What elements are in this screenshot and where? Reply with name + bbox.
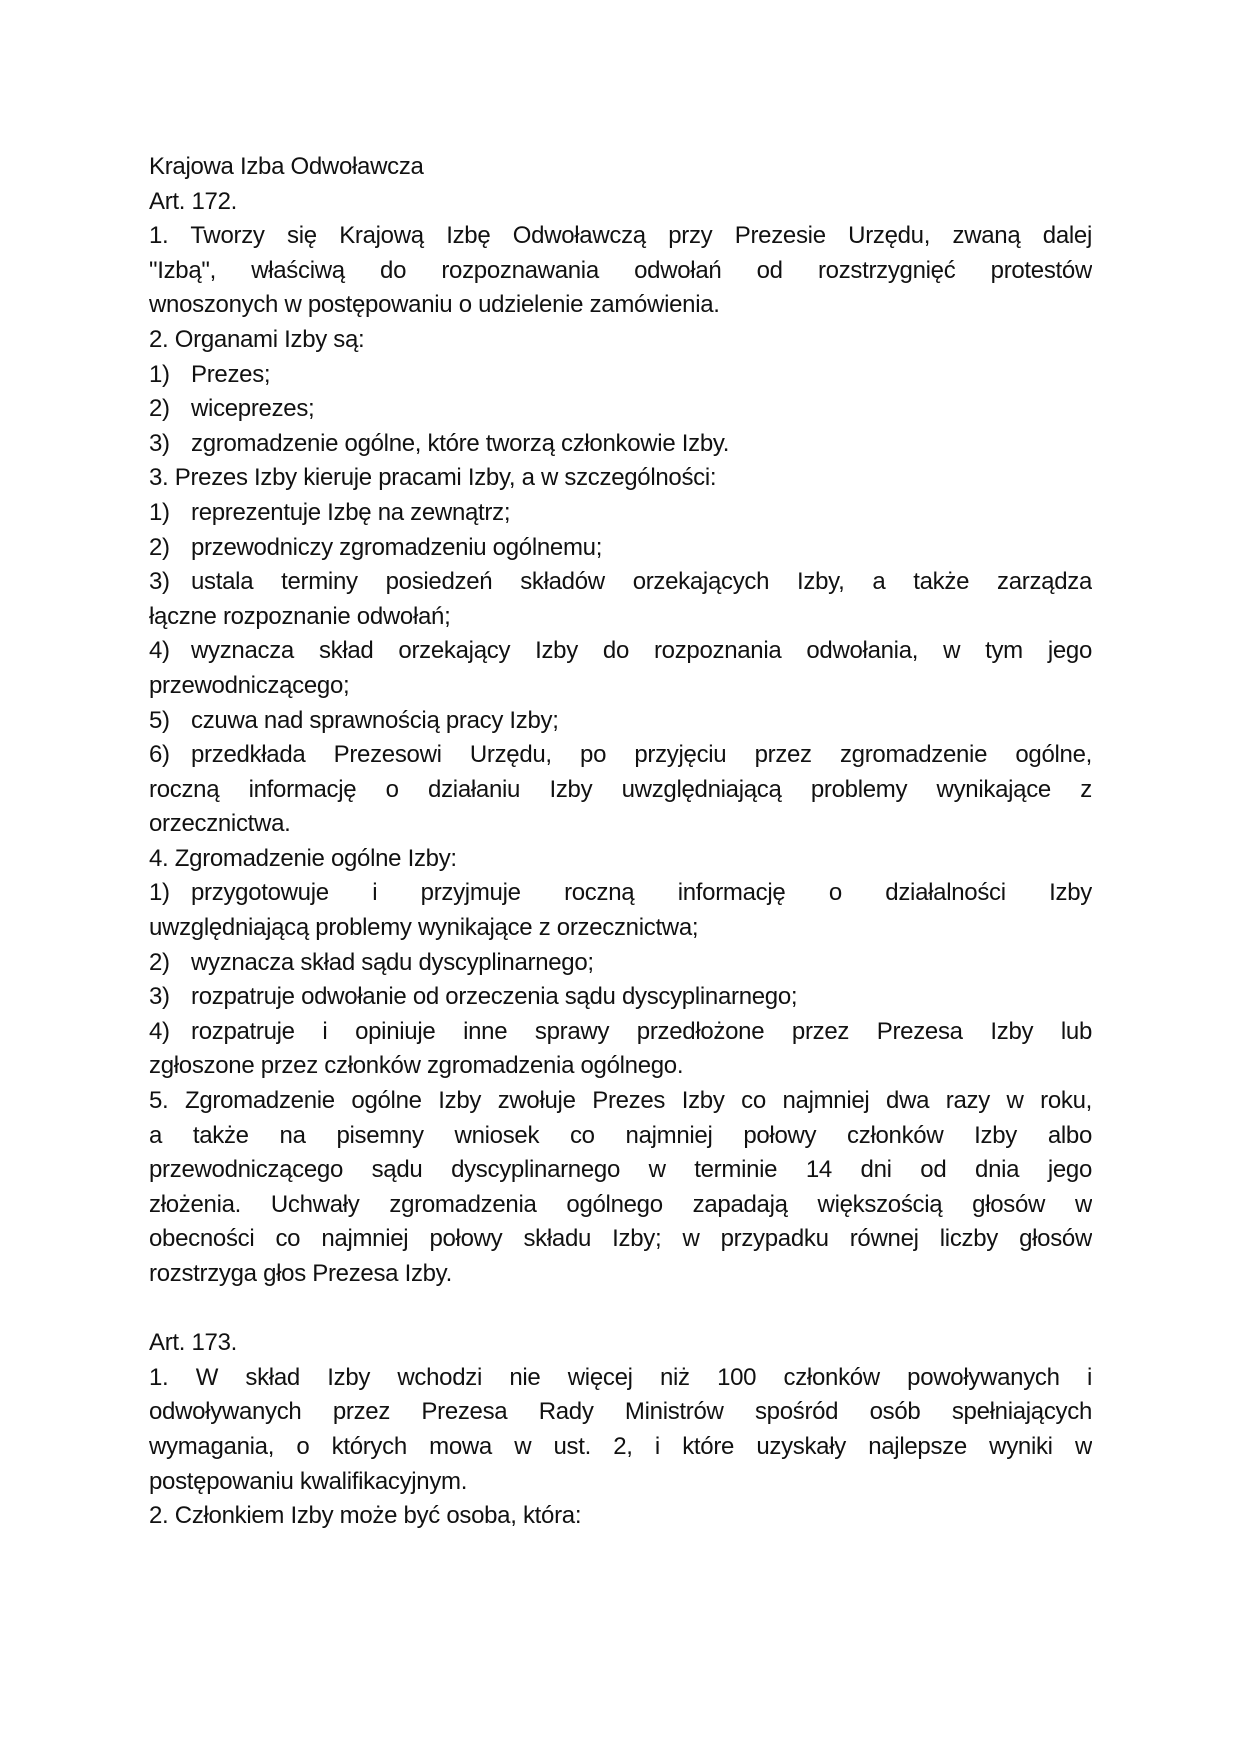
- text-line: [149, 288, 1092, 323]
- line-text: wymagania, o których mowa w ust. 2, i które uzyskały najlepsze wyniki w: [149, 1432, 1092, 1460]
- list-item-line: [149, 704, 1092, 739]
- list-marker: 1): [149, 360, 170, 388]
- line-text: złożenia. Uchwały zgromadzenia ogólnego zapadają większością głosów w: [149, 1190, 1092, 1218]
- line-text: przewodniczy zgromadzeniu ogólnemu;: [191, 533, 603, 561]
- list-item-line: [149, 634, 1092, 669]
- text-line: [149, 773, 1092, 808]
- line-text: orzecznictwa.: [149, 810, 291, 838]
- text-line: [149, 1292, 1092, 1327]
- list-marker: 3): [149, 429, 170, 457]
- line-text: zgłoszone przez członków zgromadzenia ogólnego.: [149, 1052, 684, 1080]
- text-line: [149, 842, 1092, 877]
- line-text: Art. 173.: [149, 1329, 238, 1357]
- line-text: odwoływanych przez Prezesa Rady Ministrów spośród osób spełniających: [149, 1398, 1092, 1426]
- line-text: 1. Tworzy się Krajową Izbę Odwoławczą przy Prezesie Urzędu, zwaną dalej: [149, 222, 1092, 250]
- line-text: przewodniczącego;: [149, 671, 350, 699]
- list-marker: 4): [149, 1017, 170, 1045]
- line-text: Krajowa Izba Odwoławcza: [149, 153, 424, 180]
- text-line: [149, 1430, 1092, 1465]
- line-text: czuwa nad sprawnością pracy Izby;: [191, 706, 559, 734]
- list-item-line: [149, 427, 1092, 462]
- list-item-line: [149, 876, 1092, 911]
- line-text: rozpatruje odwołanie od orzeczenia sądu dyscyplinarnego;: [191, 983, 798, 1011]
- text-line: [149, 1326, 1092, 1361]
- list-marker: 5): [149, 706, 170, 734]
- text-line: [149, 1222, 1092, 1257]
- text-line: [149, 1049, 1092, 1084]
- list-marker: 4): [149, 637, 170, 665]
- text-line: [149, 150, 1092, 185]
- text-line: [149, 1119, 1092, 1154]
- line-text: przewodniczącego sądu dyscyplinarnego w terminie 14 dni od dnia jego: [149, 1156, 1092, 1184]
- line-text: wyznacza skład orzekający Izby do rozpoznania odwołania, w tym jego: [191, 637, 1092, 665]
- list-marker: 1): [149, 498, 170, 526]
- text-line: [149, 807, 1092, 842]
- line-text: a także na pisemny wniosek co najmniej połowy członków Izby albo: [149, 1121, 1092, 1149]
- line-text: Prezes;: [191, 360, 271, 388]
- text-line: [149, 461, 1092, 496]
- line-text: "Izbą", właściwą do rozpoznawania odwołań od rozstrzygnięć protestów: [149, 256, 1092, 284]
- line-text: ustala terminy posiedzeń składów orzekających Izby, a także zarządza: [191, 568, 1092, 596]
- list-item-line: [149, 358, 1092, 393]
- document-page: [149, 150, 1092, 1534]
- line-text: 2. Członkiem Izby może być osoba, która:: [149, 1502, 582, 1530]
- line-text: przygotowuje i przyjmuje roczną informację o działalności Izby: [191, 879, 1092, 907]
- text-line: [149, 323, 1092, 358]
- list-item-line: [149, 531, 1092, 566]
- line-text: obecności co najmniej połowy składu Izby; w przypadku równej liczby głosów: [149, 1225, 1092, 1253]
- list-marker: 2): [149, 533, 170, 561]
- list-marker: 2): [149, 948, 170, 976]
- text-line: [149, 219, 1092, 254]
- list-item-line: [149, 946, 1092, 981]
- list-marker: 6): [149, 741, 170, 769]
- list-item-line: [149, 738, 1092, 773]
- list-marker: 1): [149, 879, 170, 907]
- line-text: 5. Zgromadzenie ogólne Izby zwołuje Prezes Izby co najmniej dwa razy w roku,: [149, 1087, 1092, 1115]
- line-text: rozpatruje i opiniuje inne sprawy przedłożone przez Prezesa Izby lub: [191, 1017, 1092, 1045]
- text-line: [149, 1361, 1092, 1396]
- line-text: 4. Zgromadzenie ogólne Izby:: [149, 844, 457, 872]
- text-line: [149, 1188, 1092, 1223]
- line-text: zgromadzenie ogólne, które tworzą członkowie Izby.: [191, 429, 730, 457]
- text-line: [149, 254, 1092, 289]
- text-line: [149, 669, 1092, 704]
- line-text: 2. Organami Izby są:: [149, 325, 365, 353]
- line-text: przedkłada Prezesowi Urzędu, po przyjęciu przez zgromadzenie ogólne,: [191, 741, 1092, 769]
- list-item-line: [149, 1015, 1092, 1050]
- text-line: [149, 1084, 1092, 1119]
- text-line: [149, 600, 1092, 635]
- line-text: roczną informację o działaniu Izby uwzględniającą problemy wynikające z: [149, 775, 1092, 803]
- line-text: rozstrzyga głos Prezesa Izby.: [149, 1260, 452, 1287]
- text-line: [149, 1257, 1092, 1292]
- text-line: [149, 1395, 1092, 1430]
- list-item-line: [149, 980, 1092, 1015]
- list-item-line: [149, 392, 1092, 427]
- text-line: [149, 911, 1092, 946]
- line-text: wyznacza skład sądu dyscyplinarnego;: [191, 948, 594, 976]
- line-text: postępowaniu kwalifikacyjnym.: [149, 1467, 468, 1495]
- line-text: wnoszonych w postępowaniu o udzielenie zamówienia.: [149, 291, 720, 319]
- line-text: 3. Prezes Izby kieruje pracami Izby, a w szczególności:: [149, 464, 717, 492]
- list-item-line: [149, 565, 1092, 600]
- text-line: [149, 1153, 1092, 1188]
- list-item-line: [149, 496, 1092, 531]
- list-marker: 3): [149, 983, 170, 1011]
- text-line: [149, 185, 1092, 220]
- list-marker: 2): [149, 395, 170, 423]
- line-text: łączne rozpoznanie odwołań;: [149, 602, 451, 630]
- line-text: reprezentuje Izbę na zewnątrz;: [191, 498, 511, 526]
- line-text: 1. W skład Izby wchodzi nie więcej niż 100 członków powoływanych i: [149, 1363, 1092, 1391]
- line-text: uwzględniającą problemy wynikające z orzecznictwa;: [149, 914, 699, 942]
- list-marker: 3): [149, 568, 170, 596]
- line-text: Art. 172.: [149, 187, 238, 215]
- line-text: wiceprezes;: [191, 395, 315, 423]
- text-line: [149, 1499, 1092, 1534]
- text-line: [149, 1465, 1092, 1500]
